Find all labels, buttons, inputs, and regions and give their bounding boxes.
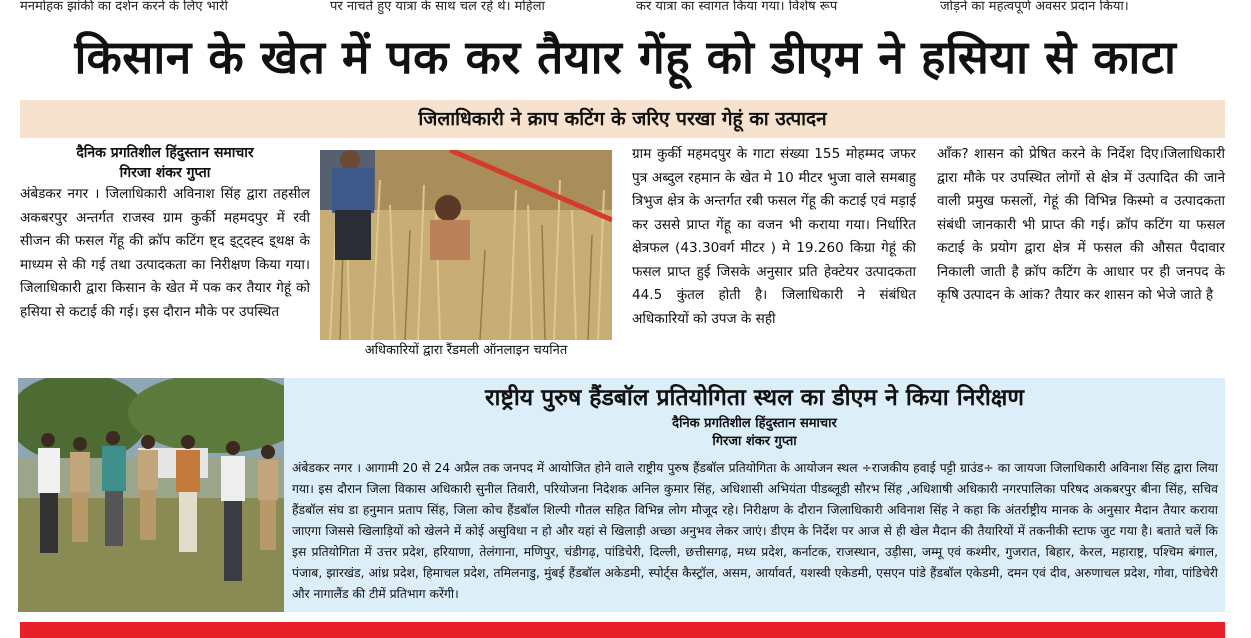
strip-text-3: कर यात्रा का स्वागत किया गया। विशेष रूप: [636, 0, 838, 14]
story1-col3-text: ग्राम कुर्की महमदपुर के गाटा संख्या 155 मोहम्मद जफर पुत्र अब्दुल रहमान के खेत मे 10 मीटर भुजा वाले समबाहु त्रिभुज क्षेत्र के अन्तर्गत रबी फसल गेंहू की कटाई एवं मड़ाई कर उससे प्राप्त गेंहू का वजन भी कराया गया। निर्धारित क्षेत्रफल (43.30वर्ग मीटर ) मे 19.260 किग्रा गेहूं की फसल प्राप्त हुई जिसके अनुसार प्रति हेक्टेयर उत्पादकता 44.5 कुंतल होती है। जिलाधिकारी ने संबंधित अधिकारियों को उपज के सही: [632, 146, 916, 327]
story1-column-1: [20, 143, 310, 324]
story2-publication: दैनिक प्रगतिशील हिंदुस्तान समाचार: [672, 416, 837, 431]
story2-body-text: अंबेडकर नगर । आगामी 20 से 24 अप्रैल तक जनपद में आयोजित होने वाले राष्ट्रीय पुरुष हैंडबॉल प्रतियोगिता के आयोजन स्थल ÷राजकीय हवाई पट्टी ग्राउंड÷ का जायजा जिलाधिकारी अविनाश सिंह द्वारा लिया गया। इस दौरान जिला विकास अधिकारी सुनील तिवारी, परियोजना निदेशक अनिल कुमार सिंह, अधिशासी अभियंता पीडब्लूडी सौरभ सिंह ,अधिशाषी अधिकारी नगरपालिका परिषद अकबरपुर बीना सिंह, सचिव हैंडबॉल संघ डा हनुमान प्रताप सिंह, जिला कोच हैंडबॉल शिल्पी गौतल सहित विभिन्न लोग मौजूद रहे। निरीक्षण के दौरान जिलाधिकारी अविनाश सिंह ने कहा कि अंतर्राष्ट्रीय मानक के अनुसार मैदान तैयार कराया जाएगा जिससे खिलाड़ियों को खेलने में कोई असुविधा न हो और यहां से खिलाड़ी अच्छा अनुभव लेकर जाएं। डीएम के निर्देश पर आज से ही खेल मैदान की तैयारियों में तकनीकी स्टाफ जुट गया है। बताते चलें कि इस प्रतियोगिता में उत्तर प्रदेश, हरियाणा, तेलंगाना, मणिपुर, चंडीगढ़, पांडिचेरी, दिल्ली, छत्तीसगढ़, मध्य प्रदेश, कर्नाटक, राजस्थान, उड़ीसा, जम्मू एवं कश्मीर, गुजरात, बिहार, केरल, महाराष्ट्र, पश्चिम बंगाल, पंजाब, झारखंड, आंध्र प्रदेश, हिमाचल प्रदेश, तमिलनाडु, मुंबई हैंडबॉल अकेडमी, स्पोर्ट्स कैस्ट्रॉल, असम, आर्यावर्त, यशस्वी एकेडमी, एसएन पांडे हैंडबॉल एकेडमी, दमन एवं दीव, अरुणाचल प्रदेश, गोवा, पांडिचेरी और नागालैंड की टीमें प्रतिभाग करेंगी।: [292, 461, 1218, 601]
wheat-field-photo: [320, 150, 612, 340]
story1-col4-text: आँक? शासन को प्रेषित करने के निर्देश दिए।जिलाधिकारी द्वारा मौके पर उपस्थित लोगों से क्षेत्र में उत्पादित की जाने वाली प्रमुख फसलों, गेहूं की विभिन्न किस्मो व उत्पादकता संबंधी जानकारी भी प्राप्त की गई। क्रॉप कटिंग या फसल कटाई के प्रयोग द्वारा क्षेत्र में फसल की औसत पैदावार निकाली जाती है क्रॉप कटिंग के आधार पर ही जनपद के कृषि उत्पादन के आंक? तैयार कर शासन को भेजे जाते है: [937, 146, 1225, 303]
next-article-red-band: [20, 622, 1225, 638]
strip-text-4: जोड़ने का महत्वपूर्ण अवसर प्रदान किया।: [940, 0, 1129, 14]
story2-author: गिरजा शंकर गुप्ता: [712, 434, 797, 449]
story1-column-4: [937, 143, 1225, 308]
story1-headline: किसान के खेत में पक कर तैयार गेंहू को डीएम ने हसिया से काटा: [74, 30, 1177, 84]
story1-column-3: [632, 143, 916, 331]
photo-caption: अधिकारियों द्वारा रैंडमली ऑनलाइन चयनित: [320, 340, 612, 362]
story2-panel: [284, 378, 1225, 612]
story2-headline: राष्ट्रीय पुरुष हैंडबॉल प्रतियोगिता स्थल का डीएम ने किया निरीक्षण: [485, 385, 1024, 411]
strip-text-1: मनमोहक झांकी का दर्शन करने के लिए भारी: [20, 0, 228, 14]
story1-author: गिरजा शंकर गुप्ता: [119, 165, 211, 181]
story1-publication: दैनिक प्रगतिशील हिंदुस्तान समाचार: [76, 145, 254, 161]
inspection-group-illustration: [18, 378, 284, 612]
handball-venue-photo: [18, 378, 284, 612]
story1-subheadline: जिलाधिकारी ने क्राप कटिंग के जरिए परखा गेहूं का उत्पादन: [20, 100, 1225, 138]
wheat-field-illustration: [320, 150, 612, 340]
previous-article-strip: [0, 0, 1251, 20]
strip-text-2: पर नाचते हुए यात्रा के साथ चल रहे थे। महिला: [330, 0, 545, 14]
story1-col1-text: अंबेडकर नगर । जिलाधिकारी अविनाश सिंह द्वारा तहसील अकबरपुर अन्तर्गत राजस्व ग्राम कुर्की महमदपुर में रवी सीजन की फसल गेंहू की क्रॉप कटिंग ष्ट्द इ्ट्दह्द इ्थक्ष के माध्यम से की गई तथा उत्पादकता का निरीक्षण किया गया। जिलाधिकारी द्वारा किसान के खेत में पक कर तैयार गेहूं को हसिया से कटाई की गई। इस दौरान मौके पर उपस्थित: [20, 186, 310, 320]
